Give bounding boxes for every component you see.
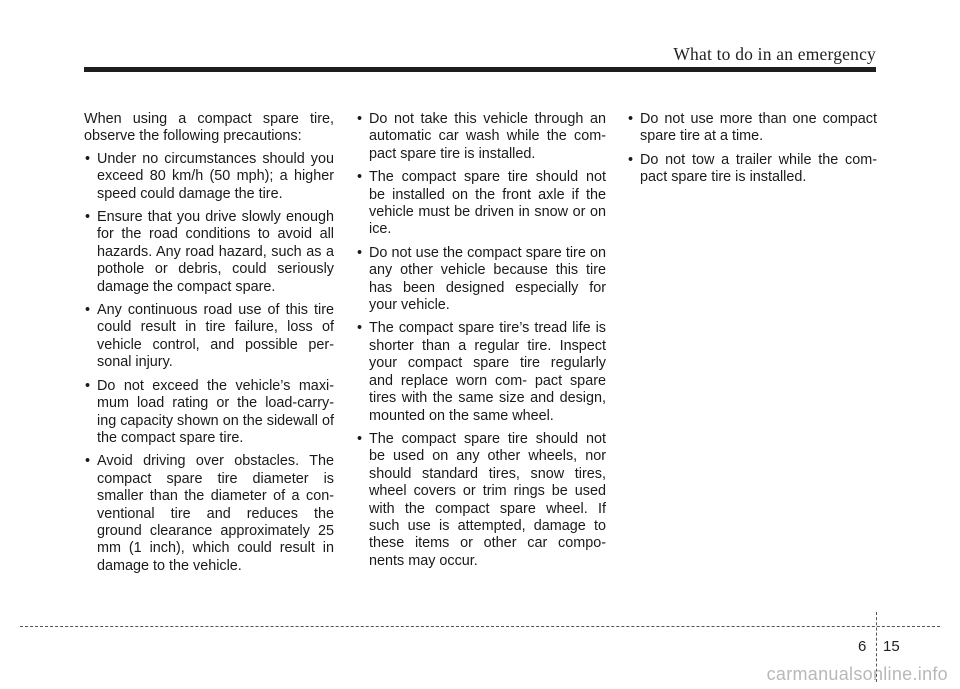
list-item: • Do not use more than one compact spare tire at a time.: [628, 111, 877, 145]
list-item: • Do not take this vehicle through an automatic car wash while the com- pact spare tire is installed.: [357, 111, 606, 162]
precaution-list: [356, 111, 606, 570]
bullet-icon: •: [85, 209, 91, 226]
list-item: • The compact spare tire’s tread life is shorter than a regular tire. Inspect your compact spare tire regularly and replace worn com- pact spare tires with the same size and design, mounted on the same wheel.: [357, 320, 606, 424]
text-column-1: [84, 111, 334, 581]
watermark: carmanualsonline.info: [766, 664, 948, 684]
bullet-icon: •: [628, 151, 634, 168]
list-item: • Ensure that you drive slowly enough for the road conditions to avoid all hazards. Any road hazard, such as a pothole or debris, could seriously damage the compact spare.: [85, 209, 334, 295]
bullet-icon: •: [85, 150, 91, 167]
section-title: What to do in an emergency: [673, 44, 876, 64]
bullet-icon: •: [357, 320, 363, 337]
bullet-icon: •: [85, 453, 91, 470]
list-item: • Do not exceed the vehicle’s maxi- mum load rating or the load-carry- ing capacity shown on the sidewall of the compact spare tire.: [85, 377, 334, 446]
list-item: • The compact spare tire should not be installed on the front axle if the vehicle must be driven in snow or on ice.: [357, 169, 606, 238]
list-item: • The compact spare tire should not be used on any other wheels, nor should standard tires, snow tires, wheel covers or trim rings be used with the compact spare wheel. If such use is attempted, damage to these items or other car compo- nents may occur.: [357, 430, 606, 569]
bullet-icon: •: [357, 244, 363, 261]
page-number: 15: [883, 638, 900, 655]
text-column-2: [356, 111, 606, 576]
text-column-3: [627, 111, 877, 193]
precaution-list: [84, 151, 334, 575]
header-rule: [84, 67, 876, 72]
intro-paragraph: When using a compact spare tire, observe the following precautions:: [84, 111, 334, 145]
footer-divider: [20, 626, 940, 627]
list-item: • Do not tow a trailer while the com- pact spare tire is installed.: [628, 151, 877, 186]
bullet-icon: •: [85, 377, 91, 394]
bullet-icon: •: [357, 111, 363, 127]
list-item: • Any continuous road use of this tire could result in tire failure, loss of vehicle control, and possible per- sonal injury.: [85, 302, 334, 371]
bullet-icon: •: [357, 169, 363, 186]
bullet-icon: •: [628, 111, 634, 127]
bullet-icon: •: [85, 302, 91, 319]
list-item: • Do not use the compact spare tire on any other vehicle because this tire has been designed especially for your vehicle.: [357, 244, 606, 314]
bullet-icon: •: [357, 430, 363, 447]
list-item: • Under no circumstances should you exceed 80 km/h (50 mph); a higher speed could damage the tire.: [85, 150, 334, 202]
list-item: • Avoid driving over obstacles. The compact spare tire diameter is smaller than the diameter of a con- ventional tire and reduces the ground clearance approximately 25 mm (1 inch), which could result in damage to the vehicle.: [85, 453, 334, 574]
chapter-number: 6: [858, 638, 867, 655]
precaution-list: [627, 111, 877, 187]
